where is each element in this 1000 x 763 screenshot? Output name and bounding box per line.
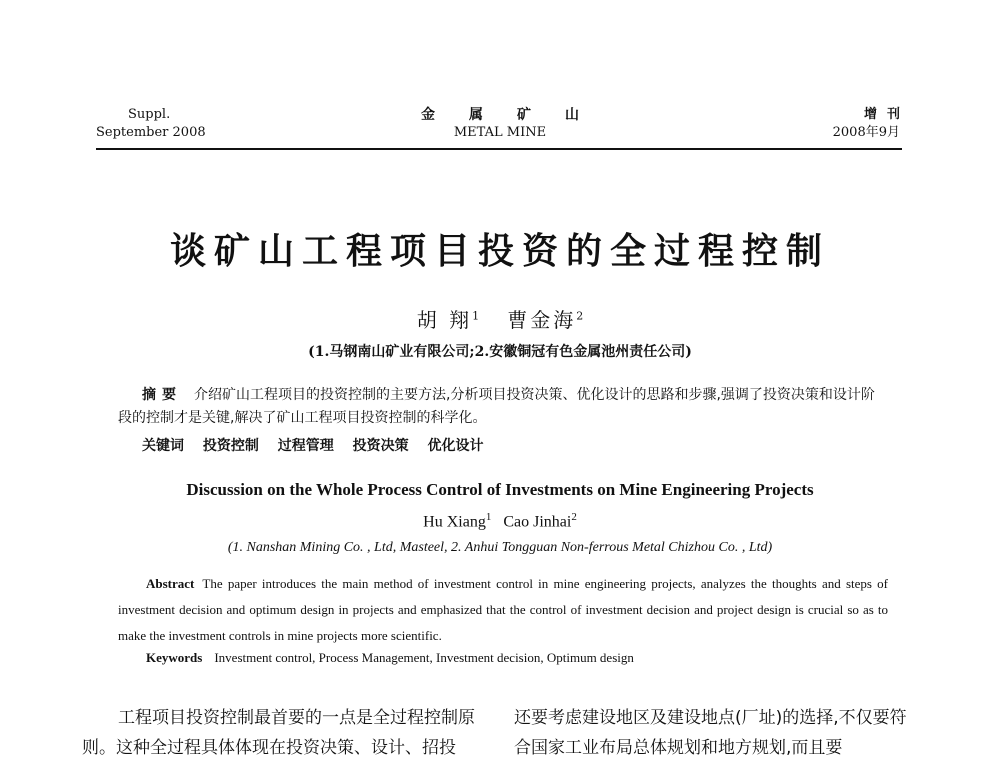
- header-rule: [96, 148, 902, 150]
- keywords-label-cn: 关键词: [142, 438, 184, 454]
- body-column-left: 工程项目投资控制最首要的一点是全过程控制原则。这种全过程具体体现在投资决策、设计、招投: [82, 708, 475, 758]
- authors-en: [0, 511, 1000, 531]
- abstract-text-en: The paper introduces the main method of investment control in mine engineering projects, analyzes the thoughts and steps of investment decision and optimum design in projects and emphasized that the control of investment decision and project design is crucial so as to make the investment controls in mine projects more scientific.: [118, 576, 888, 643]
- keyword-item: 投资控制: [202, 438, 259, 454]
- keywords-en: [146, 650, 634, 666]
- issue-date-en: September 2008: [96, 125, 206, 140]
- journal-name-en: METAL MINE: [453, 125, 547, 140]
- keyword-item: 优化设计: [427, 438, 484, 454]
- author-affil-mark: 1: [485, 511, 492, 523]
- abstract-text-cn: 介绍矿山工程项目的投资控制的主要方法,分析项目投资决策、优化设计的思路和步骤,强调了投资决策和设计阶段的控制才是关键,解决了矿山工程项目投资控制的科学化。: [118, 387, 875, 426]
- author-name-en: Hu Xiang: [423, 513, 486, 531]
- author-affil-mark: 2: [576, 309, 584, 323]
- abstract-label-cn: 摘要: [142, 387, 182, 403]
- keywords-label-en: Keywords: [146, 650, 203, 665]
- paper-title-en: Discussion on the Whole Process Control of Investments on Mine Engineering Projects: [186, 480, 814, 499]
- supplement-label-cn: 增刊: [863, 107, 910, 122]
- affiliation-en: (1. Nanshan Mining Co. , Ltd, Masteel, 2. Anhui Tongguan Non-ferrous Metal Chizhou Co. , Ltd): [227, 540, 773, 555]
- author-name-en: Cao Jinhai: [503, 513, 572, 531]
- abstract-en: [118, 571, 888, 649]
- author-affil-mark: 2: [571, 511, 577, 523]
- body-column-right: 还要考虑建设地区及建设地点(厂址)的选择,不仅要符合国家工业布局总体规划和地方规划,而且要: [514, 708, 907, 758]
- journal-name-cn: 金属矿山: [421, 107, 613, 123]
- issue-date-cn: 2008年9月: [832, 125, 900, 140]
- keywords-cn: [142, 435, 484, 455]
- abstract-cn: [118, 384, 888, 430]
- journal-header-right: [832, 106, 910, 142]
- author-name: 曹金海: [507, 308, 577, 332]
- paper-title-cn: 谈矿山工程项目投资的全过程控制: [169, 230, 830, 272]
- supplement-label: Suppl.: [128, 107, 171, 122]
- keyword-item: 投资决策: [352, 438, 409, 454]
- keyword-item: 过程管理: [277, 438, 334, 454]
- abstract-label-en: Abstract: [146, 576, 195, 591]
- author-affil-mark: 1: [472, 309, 480, 323]
- authors-cn: [0, 304, 1000, 333]
- author-name: 胡 翔: [416, 308, 473, 332]
- affiliation-cn: (1.马钢南山矿业有限公司;2.安徽铜冠有色金属池州责任公司): [308, 344, 692, 360]
- keywords-text-en: Investment control, Process Management, Investment decision, Optimum design: [214, 650, 634, 665]
